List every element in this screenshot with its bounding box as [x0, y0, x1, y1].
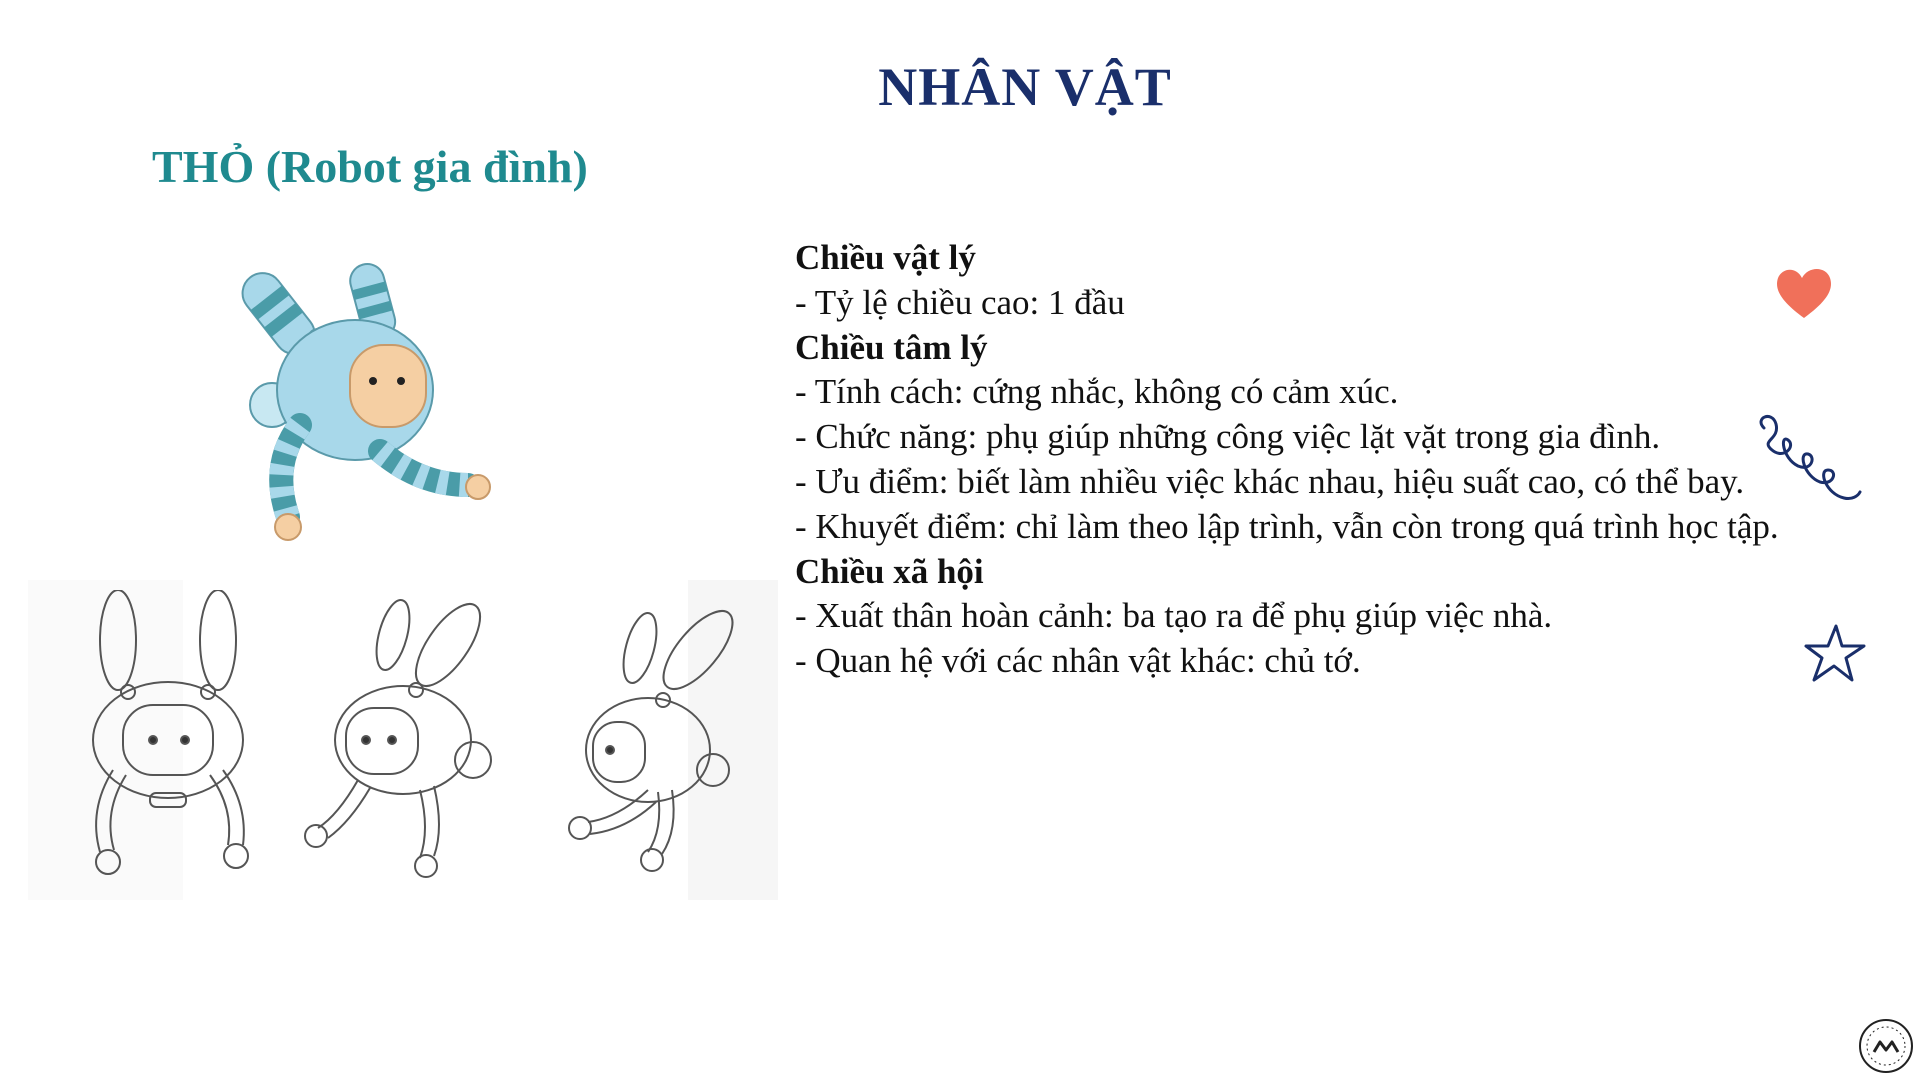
rabbit-robot-illustration [230, 255, 510, 565]
character-name: THỎ (Robot gia đình) [152, 141, 588, 192]
page-title: NHÂN VẬT [878, 57, 1172, 117]
sketch-panel [28, 580, 778, 900]
rabbit-robot-sketch-front [68, 590, 268, 880]
section-heading: Chiều tâm lý [795, 327, 988, 367]
sheet-line: - Xuất thân hoàn cảnh: ba tạo ra để phụ giúp việc nhà. [795, 596, 1553, 636]
circular-logo-icon [1858, 1018, 1914, 1074]
rabbit-robot-sketch-side [548, 590, 748, 880]
sheet-line: - Tính cách: cứng nhắc, không có cảm xúc. [795, 372, 1399, 412]
curl-doodle-icon [1752, 410, 1862, 520]
section-psychological [795, 326, 1865, 550]
star-icon [1802, 622, 1868, 686]
rabbit-robot-sketch-three-quarter [298, 590, 498, 880]
sheet-line: - Tỷ lệ chiều cao: 1 đầu [795, 282, 1125, 322]
sheet-line: - Quan hệ với các nhân vật khác: chủ tớ. [795, 641, 1361, 681]
heart-icon [1772, 264, 1836, 322]
section-physical [795, 236, 1865, 326]
sheet-line: - Khuyết điểm: chỉ làm theo lập trình, vẫn còn trong quá trình học tập. [795, 506, 1779, 546]
sheet-line: - Ưu điểm: biết làm nhiều việc khác nhau, hiệu suất cao, có thể bay. [795, 461, 1745, 501]
sheet-line: - Chức năng: phụ giúp những công việc lặt vặt trong gia đình. [795, 417, 1661, 457]
section-social [795, 550, 1865, 684]
section-heading: Chiều xã hội [795, 551, 984, 591]
section-heading: Chiều vật lý [795, 238, 976, 277]
character-sheet [795, 236, 1865, 684]
